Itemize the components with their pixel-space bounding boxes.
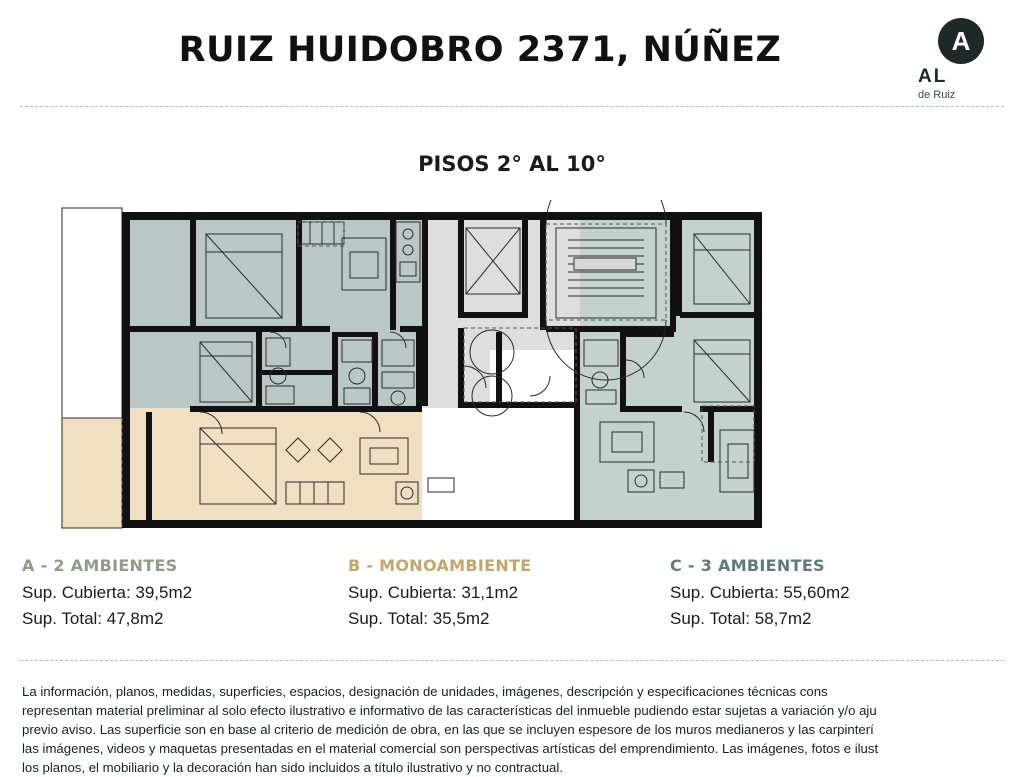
legend-unit-a-covered: Sup. Cubierta: 39,5m2 — [22, 583, 193, 602]
disclaimer-line-4: las imágenes, videos y maquetas presentadas en el material comercial son perspectivas artísticas del emprendimiento. Las imágenes, fotos e ilust — [22, 741, 879, 756]
brand-name: AL — [918, 66, 948, 87]
unit-b-area — [490, 350, 580, 528]
legend-unit-b-covered: Sup. Cubierta: 31,1m2 — [348, 583, 519, 602]
legend-unit-a-total: Sup. Total: 47,8m2 — [22, 609, 164, 628]
legend-unit-c-total: Sup. Total: 58,7m2 — [670, 609, 812, 628]
disclaimer-line-3: previo aviso. Las superficie son en base al criterio de medición de obra, en las que se incluyen espesore de los muros medianeros y las carpinterí — [22, 722, 874, 737]
legend-unit-a-title: A - 2 AMBIENTES — [22, 556, 178, 575]
legend-unit-c-title: C - 3 AMBIENTES — [670, 556, 825, 575]
page-title: RUIZ HUIDOBRO 2371, NÚÑEZ — [178, 30, 782, 70]
floor-plan — [60, 200, 780, 540]
header-divider — [20, 106, 1004, 107]
legend-unit-c-covered: Sup. Cubierta: 55,60m2 — [670, 583, 850, 602]
unit-legend — [22, 556, 1002, 646]
legend-unit-b-title: B - MONOAMBIENTE — [348, 556, 532, 575]
page-header — [0, 0, 1024, 108]
legend-unit-b — [348, 556, 531, 635]
brand-subtitle: de Ruiz — [918, 89, 956, 101]
legend-unit-a — [22, 556, 192, 635]
footer-divider — [20, 660, 1004, 661]
disclaimer-line-1: La información, planos, medidas, superficies, espacios, designación de unidades, imágenes, descripción y especificaciones técnicas cons — [22, 684, 828, 699]
legend-unit-c — [670, 556, 850, 635]
brand-logo — [906, 18, 1016, 101]
disclaimer-line-2: representan material preliminar al solo efecto ilustrativo e informativo de las características del inmueble pudiendo estar sujetas a variación y/o aju — [22, 703, 877, 718]
floors-label: PISOS 2° AL 10° — [418, 152, 606, 176]
disclaimer-text — [22, 682, 1024, 777]
legend-unit-b-total: Sup. Total: 35,5m2 — [348, 609, 490, 628]
disclaimer-line-5: los planos, el mobiliario y la decoración han sido incluidos a título ilustrativo y no contractual. — [22, 760, 563, 775]
brand-mark-icon: A — [938, 18, 984, 64]
floor-plan-drawing — [60, 200, 780, 540]
